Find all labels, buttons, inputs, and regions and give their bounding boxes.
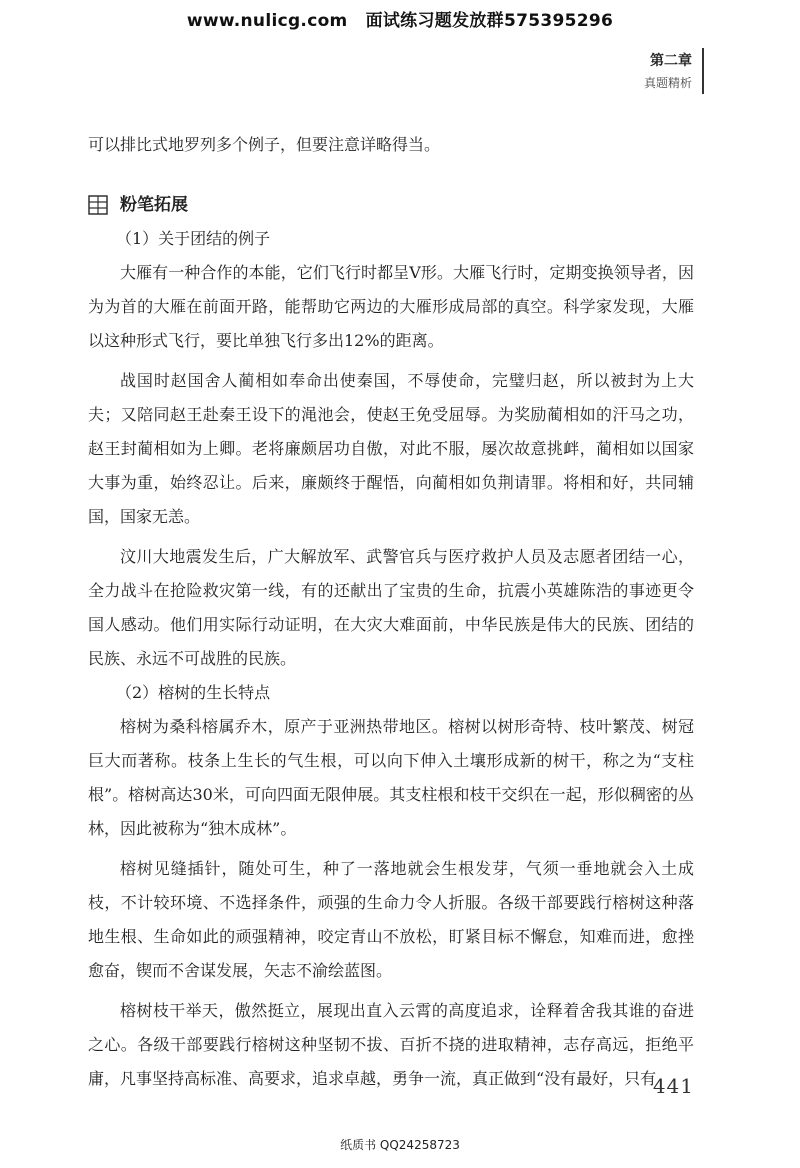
paragraph: 榕树为桑科榕属乔木，原产于亚洲热带地区。榕树以树形奇特、枝叶繁茂、树冠巨大而著称。枝条上生长的气生根，可以向下伸入土壤形成新的树干，称之为“支柱根”。榕树高达30米，可向四面无限伸展。其支柱根和枝干交织在一起，形似稠密的丛林，因此被称为“独木成林”。 xyxy=(88,717,694,838)
chapter-title: 第二章 xyxy=(650,53,692,69)
page-number: 441 xyxy=(652,1074,694,1098)
watermark-group: 面试练习题发放群575395296 xyxy=(365,11,614,31)
chapter-subtitle: 真题精析 xyxy=(643,76,692,90)
paragraph: 榕树见缝插针，随处可生，种了一落地就会生根发芽，气须一垂地就会入土成枝，不计较环境、不选择条件，顽强的生命力令人折服。各级干部要践行榕树这种落地生根、生命如此的顽强精神，咬定青山不放松，盯紧目标不懈怠，知难而进，愈挫愈奋，锲而不舍谋发展，矢志不渝绘蓝图。 xyxy=(88,859,694,980)
chalk-grid-icon xyxy=(88,195,108,215)
chapter-header xyxy=(644,52,692,92)
section-title: 粉笔拓展 xyxy=(120,195,188,215)
subheading-unity: （1）关于团结的例子 xyxy=(116,229,271,248)
subheading-banyan: （2）榕树的生长特点 xyxy=(116,683,271,702)
intro-line: 可以排比式地罗列多个例子，但要注意详略得当。 xyxy=(88,135,441,154)
bottom-watermark: 纸质书 QQ24258723 xyxy=(340,1138,460,1152)
paragraph: 战国时赵国舍人蔺相如奉命出使秦国，不辱使命，完璧归赵，所以被封为上大夫；又陪同赵王赴秦王设下的渑池会，使赵王免受屈辱。为奖励蔺相如的汗马之功，赵王封蔺相如为上卿。老将廉颇居功自傲，对此不服，屡次故意挑衅，蔺相如以国家大事为重，始终忍让。后来，廉颇终于醒悟，向蔺相如负荆请罪。将相和好，共同辅国，国家无恙。 xyxy=(88,371,694,526)
chapter-divider xyxy=(702,48,704,94)
paragraph: 汶川大地震发生后，广大解放军、武警官兵与医疗救护人员及志愿者团结一心，全力战斗在抢险救灾第一线，有的还献出了宝贵的生命，抗震小英雄陈浩的事迹更令国人感动。他们用实际行动证明，在大灾大难面前，中华民族是伟大的民族、团结的民族、永远不可战胜的民族。 xyxy=(88,547,694,668)
section-heading xyxy=(88,188,694,222)
paragraph: 榕树枝干举天，傲然挺立，展现出直入云霄的高度追求，诠释着舍我其谁的奋进之心。各级干部要践行榕树这种坚韧不拔、百折不挠的进取精神，志存高远，拒绝平庸，凡事坚持高标准、高要求，追求卓越，勇争一流，真正做到“没有最好，只有 xyxy=(88,1001,694,1088)
watermark-site: www.nulicg.com xyxy=(186,11,348,31)
page-body xyxy=(88,128,694,1096)
top-watermark xyxy=(0,6,800,31)
paragraph: 大雁有一种合作的本能，它们飞行时都呈V形。大雁飞行时，定期变换领导者，因为为首的大雁在前面开路，能帮助它两边的大雁形成局部的真空。科学家发现，大雁以这种形式飞行，要比单独飞行多出12%的距离。 xyxy=(88,263,694,350)
